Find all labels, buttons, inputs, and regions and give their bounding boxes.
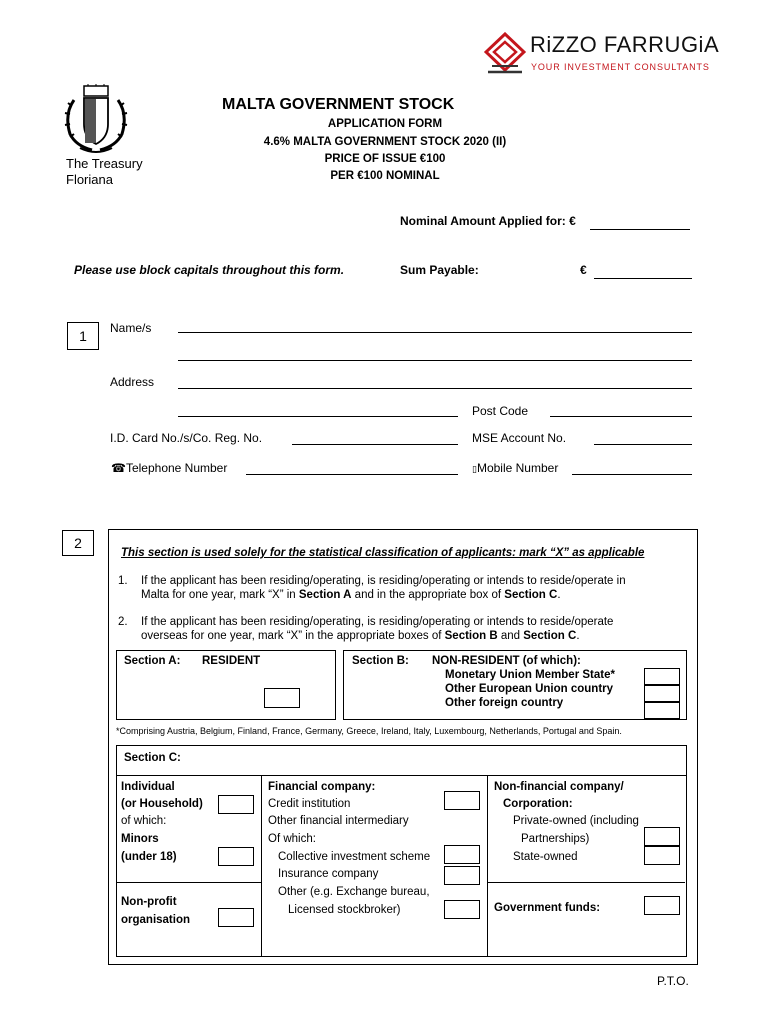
pto-note: P.T.O. bbox=[657, 974, 689, 988]
postcode-label: Post Code bbox=[472, 404, 529, 418]
financial-company-heading: Financial company: bbox=[268, 781, 376, 793]
telephone-row bbox=[111, 461, 227, 475]
col1-divider bbox=[116, 882, 261, 883]
other-financial-label: Other financial intermediary bbox=[268, 815, 409, 827]
item2-line1: If the applicant has been residing/operating, is residing/operating or intends to reside/operate bbox=[141, 616, 614, 628]
cis-checkbox[interactable] bbox=[444, 845, 480, 864]
private-owned-checkbox[interactable] bbox=[644, 827, 680, 846]
section-b-label: Section B: bbox=[352, 655, 409, 667]
id-card-label: I.D. Card No./s/Co. Reg. No. bbox=[110, 431, 263, 445]
nonfinancial-heading: Non-financial company/ bbox=[494, 781, 624, 793]
mobile-phone-icon: ▯ bbox=[472, 464, 477, 474]
address-field-1[interactable] bbox=[178, 374, 692, 389]
telephone-label: Telephone Number bbox=[125, 461, 228, 475]
other-exchange-checkbox[interactable] bbox=[444, 900, 480, 919]
other-eu-checkbox[interactable] bbox=[644, 685, 680, 702]
private-owned-label2: Partnerships) bbox=[521, 833, 590, 845]
mse-account-label: MSE Account No. bbox=[472, 431, 567, 445]
private-owned-label1: Private-owned (including bbox=[513, 815, 639, 827]
mobile-field[interactable] bbox=[572, 460, 692, 475]
names-label: Name/s bbox=[110, 321, 152, 335]
names-field-2[interactable] bbox=[178, 346, 692, 361]
section-c-header bbox=[116, 745, 687, 777]
mobile-row bbox=[472, 461, 558, 475]
nominal-basis: PER €100 NOMINAL bbox=[330, 170, 440, 182]
nominal-amount-label: Nominal Amount Applied for: € bbox=[400, 214, 576, 228]
state-owned-label: State-owned bbox=[513, 851, 578, 863]
mse-account-field[interactable] bbox=[594, 430, 692, 445]
under18-label: (under 18) bbox=[121, 851, 177, 863]
minors-checkbox[interactable] bbox=[218, 847, 254, 866]
credit-institution-label: Credit institution bbox=[268, 798, 351, 810]
mobile-label: Mobile Number bbox=[476, 461, 559, 475]
col2-of-which: Of which: bbox=[268, 833, 316, 845]
item2-number: 2. bbox=[118, 616, 128, 628]
nonprofit-label1: Non-profit bbox=[121, 896, 177, 908]
item2-line2: overseas for one year, mark “X” in the appropriate boxes of Section B and Section C. bbox=[141, 630, 580, 642]
col3-divider bbox=[487, 882, 685, 883]
treasury-line1: The Treasury bbox=[66, 156, 143, 171]
address-label: Address bbox=[110, 375, 155, 389]
section2-heading: This section is used solely for the statistical classification of applicants: mark “X” as applicable bbox=[121, 547, 645, 559]
minors-label: Minors bbox=[121, 833, 159, 845]
other-exchange-label1: Other (e.g. Exchange bureau, bbox=[278, 886, 430, 898]
insurance-checkbox[interactable] bbox=[444, 866, 480, 885]
sum-payable-label: Sum Payable: bbox=[400, 263, 479, 277]
telephone-field[interactable] bbox=[246, 460, 458, 475]
other-eu-label: Other European Union country bbox=[445, 683, 614, 695]
credit-institution-checkbox[interactable] bbox=[444, 791, 480, 810]
individual-label: Individual bbox=[121, 781, 175, 793]
telephone-icon: ☎ bbox=[111, 461, 126, 475]
item1-line1: If the applicant has been residing/operating, is residing/operating or intends to reside/operate in bbox=[141, 575, 626, 587]
other-exchange-label2: Licensed stockbroker) bbox=[288, 904, 401, 916]
government-funds-label: Government funds: bbox=[494, 902, 601, 914]
issue-price: PRICE OF ISSUE €100 bbox=[324, 153, 446, 165]
page-title: MALTA GOVERNMENT STOCK bbox=[222, 96, 455, 113]
section-c-label: Section C: bbox=[124, 752, 181, 764]
individual-checkbox[interactable] bbox=[218, 795, 254, 814]
resident-checkbox[interactable] bbox=[264, 688, 300, 708]
nonprofit-checkbox[interactable] bbox=[218, 908, 254, 927]
item1-number: 1. bbox=[118, 575, 128, 587]
block-capitals-instruction: Please use block capitals throughout this form. bbox=[74, 263, 345, 277]
form-subtitle: APPLICATION FORM bbox=[327, 118, 443, 130]
household-label: (or Household) bbox=[121, 798, 203, 810]
insurance-label: Insurance company bbox=[278, 868, 379, 880]
other-foreign-checkbox[interactable] bbox=[644, 702, 680, 719]
sum-payable-field[interactable] bbox=[594, 264, 692, 279]
section1-number: 1 bbox=[67, 322, 99, 350]
names-field-1[interactable] bbox=[178, 318, 692, 333]
treasury-line2: Floriana bbox=[66, 172, 113, 187]
government-funds-checkbox[interactable] bbox=[644, 896, 680, 915]
brand-logo bbox=[484, 30, 724, 78]
nonprofit-label2: organisation bbox=[121, 914, 191, 926]
cis-label: Collective investment scheme bbox=[278, 851, 431, 863]
brand-name: RiZZO FARRUGiA bbox=[530, 32, 720, 57]
section-b-value: NON-RESIDENT (of which): bbox=[432, 655, 581, 667]
stock-title: 4.6% MALTA GOVERNMENT STOCK 2020 (II) bbox=[263, 136, 507, 148]
monetary-union-label: Monetary Union Member State* bbox=[445, 669, 615, 681]
monetary-union-checkbox[interactable] bbox=[644, 668, 680, 685]
rf-logo-icon bbox=[484, 32, 526, 76]
state-owned-checkbox[interactable] bbox=[644, 846, 680, 865]
sum-currency: € bbox=[580, 263, 587, 277]
footnote: *Comprising Austria, Belgium, Finland, France, Germany, Greece, Ireland, Italy, Luxembourg, Netherlands, Portugal and Spain. bbox=[116, 726, 622, 736]
id-card-field[interactable] bbox=[292, 430, 458, 445]
corporation-label: Corporation: bbox=[503, 798, 573, 810]
brand-tagline: YOUR INVESTMENT CONSULTANTS bbox=[531, 62, 710, 72]
postcode-field[interactable] bbox=[550, 402, 692, 417]
malta-crest-icon bbox=[62, 84, 130, 156]
section2-number: 2 bbox=[62, 530, 94, 556]
section-a-value: RESIDENT bbox=[202, 655, 261, 667]
address-field-2[interactable] bbox=[178, 402, 458, 417]
col1-of-which: of which: bbox=[121, 815, 167, 827]
other-foreign-label: Other foreign country bbox=[445, 697, 564, 709]
nominal-amount-field[interactable] bbox=[590, 215, 690, 230]
item1-line2: Malta for one year, mark “X” in Section A and in the appropriate box of Section C. bbox=[141, 589, 561, 601]
section-a-label: Section A: bbox=[124, 655, 181, 667]
